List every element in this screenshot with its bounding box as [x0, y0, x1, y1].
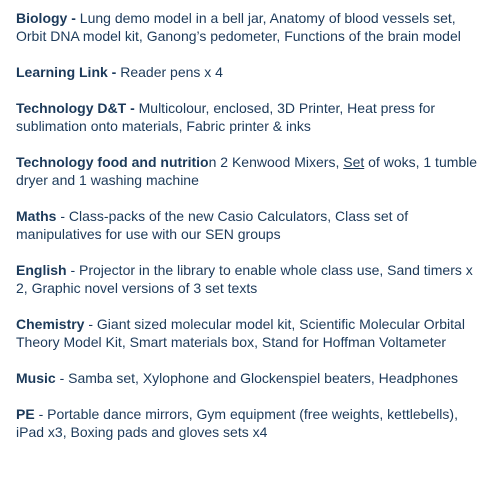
text-music: - Samba set, Xylophone and Glockenspiel beaters, Headphones [55, 370, 459, 386]
heading-technology-food: Technology food and nutritio [16, 154, 209, 170]
heading-chemistry: Chemistry [16, 316, 85, 332]
heading-biology: Biology - [16, 10, 80, 26]
paragraph-learning-link [16, 63, 480, 81]
paragraph-english [16, 261, 480, 297]
paragraph-maths [16, 207, 480, 243]
text-technology-food-after: of woks, 1 tumble dryer and 1 washing machine [16, 154, 478, 188]
heading-maths: Maths [16, 208, 57, 224]
heading-technology-dt: Technology D&T - [16, 100, 139, 116]
text-pe: - Portable dance mirrors, Gym equipment (free weights, kettlebells), iPad x3, Boxing pads and gloves sets x4 [16, 406, 458, 440]
paragraph-chemistry [16, 315, 480, 351]
paragraph-technology-dt [16, 99, 480, 135]
heading-pe: PE [16, 406, 35, 422]
text-learning-link: Reader pens x 4 [120, 64, 223, 80]
text-english: - Projector in the library to enable whole class use, Sand timers x 2, Graphic novel versions of 3 set texts [16, 262, 473, 296]
paragraph-pe [16, 405, 480, 441]
paragraph-biology [16, 9, 480, 45]
text-technology-dt: Multicolour, enclosed, 3D Printer, Heat press for sublimation onto materials, Fabric printer & inks [16, 100, 436, 134]
heading-learning-link: Learning Link - [16, 64, 121, 80]
set-link[interactable]: Set [343, 154, 365, 170]
paragraph-music [16, 369, 480, 387]
text-chemistry: - Giant sized molecular model kit, Scientific Molecular Orbital Theory Model Kit, Smart materials box, Stand for Hoffman Voltameter [16, 316, 465, 350]
text-maths: - Class-packs of the new Casio Calculators, Class set of manipulatives for use with our SEN groups [16, 208, 409, 242]
heading-english: English [16, 262, 67, 278]
paragraph-technology-food [16, 153, 480, 189]
heading-music: Music [16, 370, 56, 386]
text-biology: Lung demo model in a bell jar, Anatomy of blood vessels set, Orbit DNA model kit, Ganong’s pedometer, Functions of the brain model [16, 10, 461, 44]
text-technology-food-before: n 2 Kenwood Mixers, [208, 154, 344, 170]
